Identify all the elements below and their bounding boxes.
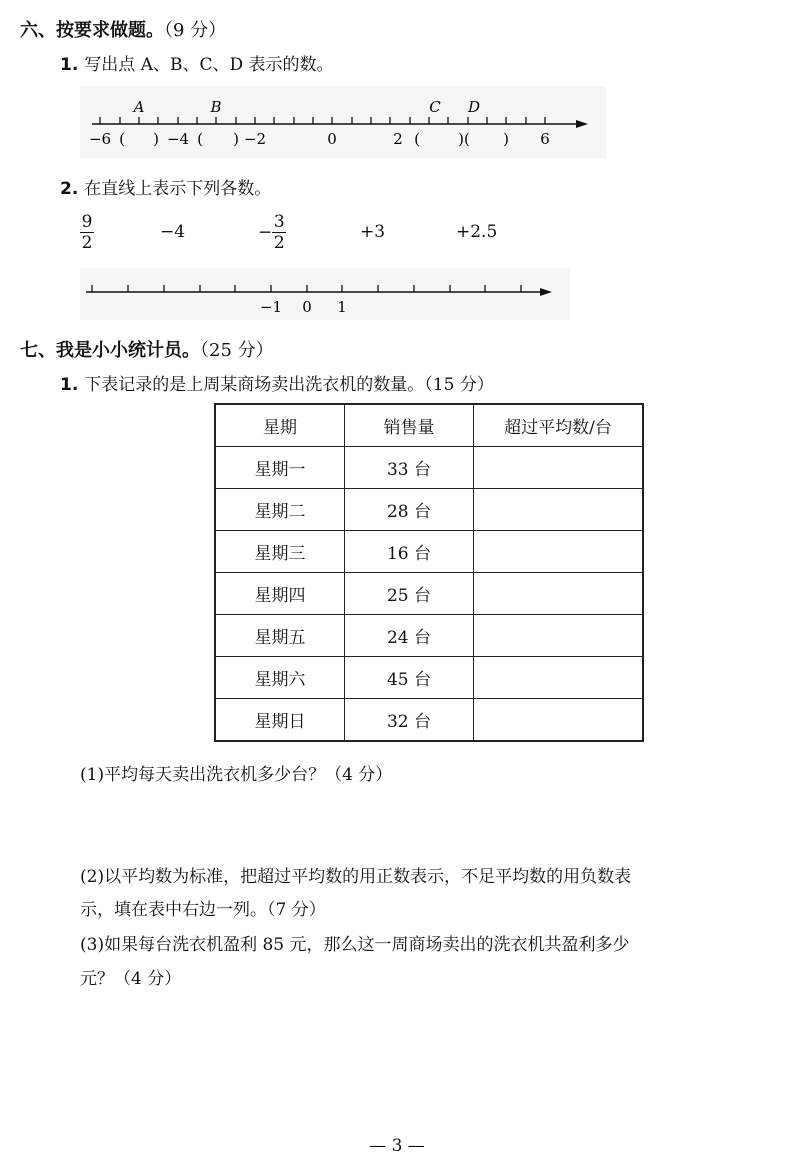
cell-sales: 24 台 [345, 615, 474, 657]
question-6-1 [60, 50, 334, 75]
sub-question-2-line-1: (2)以平均数为标准，把超过平均数的用正数表示，不足平均数的用负数表 [80, 867, 632, 887]
cell-answer[interactable] [474, 531, 644, 573]
sales-table [214, 403, 644, 742]
tick-label: −4 [166, 130, 190, 148]
cell-sales: 16 台 [345, 531, 474, 573]
question-7-1-number: 1. [60, 375, 79, 395]
fraction-numerator: 9 [81, 212, 93, 232]
sub-question-3-line-2: 元？（4 分） [80, 969, 182, 989]
answer-blank-close-open: )( [458, 130, 470, 148]
point-d-label: D [467, 98, 481, 116]
cell-weekday: 星期五 [215, 615, 345, 657]
cell-weekday: 星期四 [215, 573, 345, 615]
table-row [215, 657, 643, 699]
tick-label: −6 [88, 130, 112, 148]
tick-label-minus-1: −1 [259, 298, 283, 316]
answer-blank-close: ) [233, 130, 239, 148]
number-9-over-2 [80, 212, 94, 253]
point-a-label: A [133, 98, 145, 116]
section-7-heading [20, 336, 274, 362]
cell-weekday: 星期六 [215, 657, 345, 699]
question-7-1 [60, 370, 494, 395]
section-6-heading [20, 16, 226, 42]
cell-answer[interactable] [474, 447, 644, 489]
cell-answer[interactable] [474, 573, 644, 615]
number-line-2 [80, 268, 572, 322]
table-row [215, 489, 643, 531]
section-7-score: （25 分） [200, 340, 274, 361]
answer-blank-close: ) [503, 130, 509, 148]
tick-label-0: 0 [302, 298, 312, 316]
cell-weekday: 星期一 [215, 447, 345, 489]
cell-answer[interactable] [474, 615, 644, 657]
question-6-1-number: 1. [60, 55, 79, 75]
header-over-average: 超过平均数/台 [474, 404, 644, 447]
fraction-sign: − [258, 222, 273, 243]
section-6-title: 六、按要求做题。 [20, 20, 164, 41]
tick-label: 6 [540, 130, 550, 148]
answer-blank-open: ( [197, 130, 203, 148]
number-plus-2-5: +2.5 [456, 222, 498, 242]
point-b-label: B [210, 98, 222, 116]
table-row [215, 699, 643, 742]
cell-sales: 32 台 [345, 699, 474, 742]
number-minus-3-over-2 [258, 212, 286, 253]
cell-sales: 25 台 [345, 573, 474, 615]
question-6-1-text: 写出点 A、B、C、D 表示的数。 [84, 55, 334, 75]
fraction-denominator: 2 [273, 233, 285, 253]
fraction-denominator: 2 [81, 233, 93, 253]
cell-weekday: 星期二 [215, 489, 345, 531]
cell-weekday: 星期三 [215, 531, 345, 573]
table-header-row [215, 404, 643, 447]
answer-blank-open: ( [414, 130, 420, 148]
question-7-1-text: 下表记录的是上周某商场卖出洗衣机的数量。（15 分） [84, 375, 494, 395]
sub-question-1: (1)平均每天卖出洗衣机多少台？（4 分） [80, 765, 393, 785]
number-line-2-background [80, 268, 570, 320]
table-row [215, 447, 643, 489]
section-6-score: （9 分） [164, 20, 227, 41]
table-row [215, 615, 643, 657]
tick-label: 0 [327, 130, 337, 148]
table-row [215, 531, 643, 573]
cell-answer[interactable] [474, 489, 644, 531]
tick-label-1: 1 [337, 298, 347, 316]
question-6-2-text: 在直线上表示下列各数。 [84, 179, 272, 199]
page-number: — 3 — [369, 1136, 425, 1156]
tick-label: 2 [393, 130, 403, 148]
cell-weekday: 星期日 [215, 699, 345, 742]
answer-blank-close: ) [153, 130, 159, 148]
section-7-title: 七、我是小小统计员。 [20, 340, 200, 361]
cell-answer[interactable] [474, 699, 644, 742]
fraction-numerator: 3 [273, 212, 285, 232]
sub-question-2-line-2: 示，填在表中右边一列。（7 分） [80, 900, 326, 920]
answer-blank-open: ( [119, 130, 125, 148]
number-line-1 [80, 86, 610, 160]
point-c-label: C [429, 98, 441, 116]
header-weekday: 星期 [215, 404, 345, 447]
cell-sales: 33 台 [345, 447, 474, 489]
header-sales: 销售量 [345, 404, 474, 447]
question-6-2 [60, 174, 271, 199]
table-row [215, 573, 643, 615]
number-plus-3: +3 [360, 222, 386, 242]
cell-sales: 45 台 [345, 657, 474, 699]
sub-question-3-line-1: (3)如果每台洗衣机盈利 85 元，那么这一周商场卖出的洗衣机共盈利多少 [80, 935, 630, 955]
number-minus-4: −4 [160, 222, 186, 242]
cell-answer[interactable] [474, 657, 644, 699]
tick-label: −2 [243, 130, 267, 148]
cell-sales: 28 台 [345, 489, 474, 531]
question-6-2-number: 2. [60, 179, 79, 199]
